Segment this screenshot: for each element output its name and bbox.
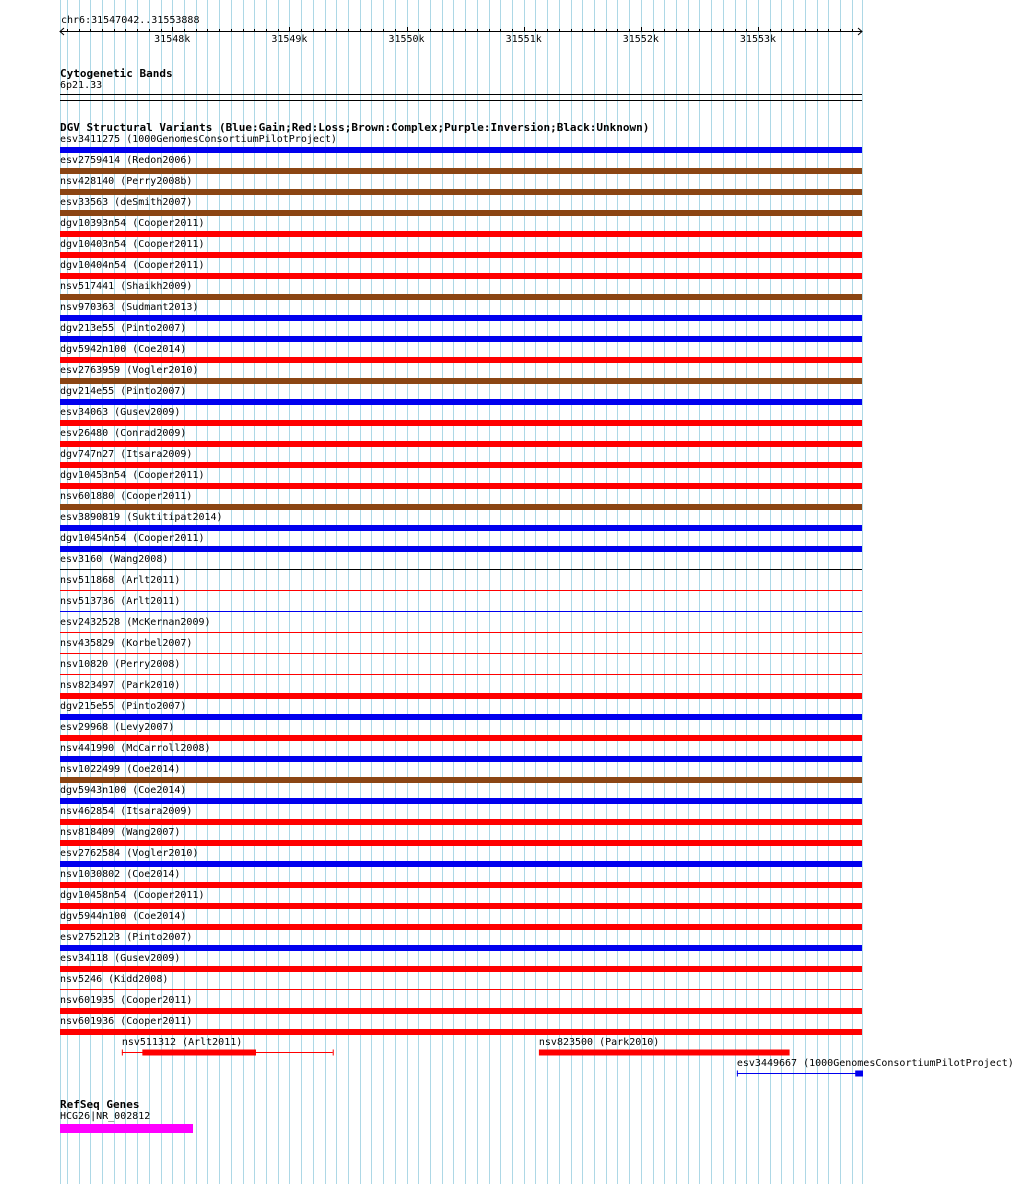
dgv-feature-glyph[interactable] <box>60 1008 862 1014</box>
dgv-feature-glyph[interactable] <box>60 147 862 153</box>
dgv-feature-label[interactable]: esv3890819 (Suktitipat2014) <box>60 512 223 523</box>
feature-thick-segment <box>855 1071 862 1077</box>
dgv-feature-glyph[interactable] <box>60 632 862 633</box>
dgv-feature-glyph[interactable] <box>60 611 862 612</box>
dgv-feature-glyph[interactable] <box>60 273 862 279</box>
dgv-feature-glyph[interactable] <box>60 231 862 237</box>
dgv-feature-label[interactable]: dgv747n27 (Itsara2009) <box>60 449 193 460</box>
dgv-feature-label[interactable]: esv3411275 (1000GenomesConsortiumPilotProject) <box>60 134 337 145</box>
dgv-feature-label[interactable]: nsv428140 (Perry2008b) <box>60 176 193 187</box>
dgv-feature-glyph[interactable] <box>60 903 862 909</box>
dgv-feature-glyph[interactable] <box>60 674 862 675</box>
track-title-refseq-genes[interactable]: RefSeq Genes <box>60 1098 140 1111</box>
dgv-feature-label[interactable]: dgv10453n54 (Cooper2011) <box>60 470 205 481</box>
dgv-feature-label[interactable]: nsv823497 (Park2010) <box>60 680 181 691</box>
dgv-feature-label[interactable]: nsv1022499 (Coe2014) <box>60 764 181 775</box>
feature-thick-segment <box>539 1050 790 1056</box>
dgv-feature-glyph[interactable] <box>60 168 862 174</box>
dgv-feature-label[interactable]: esv2432528 (McKernan2009) <box>60 617 211 628</box>
dgv-feature-glyph[interactable] <box>60 989 862 990</box>
dgv-feature-label[interactable]: nsv435829 (Korbel2007) <box>60 638 193 649</box>
dgv-feature-label[interactable]: esv2759414 (Redon2006) <box>60 155 193 166</box>
dgv-feature-label[interactable]: dgv10458n54 (Cooper2011) <box>60 890 205 901</box>
dgv-feature-label[interactable]: esv26480 (Conrad2009) <box>60 428 187 439</box>
ruler-tick-label: 31551k <box>505 34 542 45</box>
dgv-feature-glyph[interactable] <box>60 840 862 846</box>
dgv-feature-glyph[interactable] <box>60 819 862 825</box>
dgv-feature-label[interactable]: dgv215e55 (Pinto2007) <box>60 701 187 712</box>
dgv-feature-glyph[interactable] <box>60 210 862 216</box>
dgv-feature-label[interactable]: nsv601935 (Cooper2011) <box>60 995 193 1006</box>
dgv-feature-glyph[interactable] <box>60 966 862 972</box>
dgv-feature-label[interactable]: nsv601880 (Cooper2011) <box>60 491 193 502</box>
dgv-feature-label[interactable]: nsv517441 (Shaikh2009) <box>60 281 193 292</box>
dgv-feature-label[interactable]: dgv5942n100 (Coe2014) <box>60 344 187 355</box>
dgv-feature-glyph[interactable] <box>60 483 862 489</box>
dgv-feature-glyph[interactable] <box>60 357 862 363</box>
refseq-gene-label[interactable]: HCG26|NR_002812 <box>60 1111 151 1122</box>
dgv-feature-label[interactable]: dgv5944n100 (Coe2014) <box>60 911 187 922</box>
dgv-feature-label[interactable]: nsv511868 (Arlt2011) <box>60 575 181 586</box>
dgv-feature-glyph[interactable] <box>60 653 862 654</box>
track-divider <box>60 100 862 101</box>
refseq-gene-glyph[interactable] <box>60 1124 193 1133</box>
dgv-feature-label[interactable]: dgv10404n54 (Cooper2011) <box>60 260 205 271</box>
dgv-feature-glyph[interactable] <box>60 336 862 342</box>
dgv-feature-label[interactable]: nsv5246 (Kidd2008) <box>60 974 169 985</box>
dgv-feature-label[interactable]: esv33563 (deSmith2007) <box>60 197 193 208</box>
dgv-feature-label[interactable]: nsv511312 (Arlt2011) <box>121 1037 243 1048</box>
dgv-feature-label[interactable]: dgv10393n54 (Cooper2011) <box>60 218 205 229</box>
track-title-dgv-structural-variants[interactable]: DGV Structural Variants (Blue:Gain;Red:Loss;Brown:Complex;Purple:Inversion;Black:Unknown) <box>60 121 650 134</box>
dgv-feature-label[interactable]: nsv823500 (Park2010) <box>538 1037 660 1048</box>
dgv-feature-glyph[interactable] <box>60 1029 862 1035</box>
ruler-tick-label: 31549k <box>271 34 308 45</box>
dgv-feature-label[interactable]: esv3449667 (1000GenomesConsortiumPilotProject) <box>736 1058 1014 1069</box>
dgv-feature-label[interactable]: nsv462854 (Itsara2009) <box>60 806 193 817</box>
dgv-feature-glyph[interactable] <box>60 945 862 951</box>
dgv-feature-glyph[interactable] <box>60 399 862 405</box>
dgv-feature-label[interactable]: esv34063 (Gusev2009) <box>60 407 181 418</box>
dgv-feature-glyph[interactable] <box>60 590 862 591</box>
dgv-feature-label[interactable]: dgv10454n54 (Cooper2011) <box>60 533 205 544</box>
dgv-feature-label[interactable]: nsv970363 (Sudmant2013) <box>60 302 199 313</box>
dgv-feature-label[interactable]: dgv5943n100 (Coe2014) <box>60 785 187 796</box>
cytoband-label: 6p21.33 <box>60 80 103 91</box>
dgv-feature-glyph[interactable] <box>60 315 862 321</box>
dgv-feature-label[interactable]: nsv601936 (Cooper2011) <box>60 1016 193 1027</box>
ruler-tick-label: 31553k <box>739 34 777 45</box>
dgv-feature-glyph[interactable] <box>60 252 862 258</box>
dgv-feature-label[interactable]: esv34118 (Gusev2009) <box>60 953 181 964</box>
dgv-feature-label[interactable]: nsv1030802 (Coe2014) <box>60 869 181 880</box>
dgv-feature-glyph[interactable] <box>60 735 862 741</box>
locus-label: chr6:31547042..31553888 <box>61 15 200 26</box>
dgv-feature-glyph[interactable] <box>60 441 862 447</box>
dgv-feature-glyph[interactable] <box>60 882 862 888</box>
cytoband-bar[interactable] <box>60 94 862 95</box>
dgv-feature-glyph[interactable] <box>60 420 862 426</box>
dgv-feature-glyph[interactable] <box>60 525 862 531</box>
track-title-cytogenetic-bands[interactable]: Cytogenetic Bands <box>60 67 173 80</box>
dgv-feature-glyph[interactable] <box>60 294 862 300</box>
ruler-tick-label: 31550k <box>388 34 425 45</box>
dgv-feature-label[interactable]: nsv818409 (Wang2007) <box>60 827 181 838</box>
dgv-feature-glyph[interactable] <box>60 924 862 930</box>
dgv-feature-glyph[interactable] <box>60 861 862 867</box>
dgv-feature-glyph[interactable] <box>60 504 862 510</box>
dgv-feature-label[interactable]: dgv10403n54 (Cooper2011) <box>60 239 205 250</box>
dgv-feature-glyph[interactable] <box>60 693 862 699</box>
dgv-feature-label[interactable]: dgv214e55 (Pinto2007) <box>60 386 187 397</box>
dgv-feature-label[interactable]: nsv10820 (Perry2008) <box>60 659 181 670</box>
dgv-feature-glyph[interactable] <box>60 189 862 195</box>
dgv-feature-glyph[interactable] <box>0 1048 890 1058</box>
dgv-feature-glyph[interactable] <box>60 546 862 552</box>
dgv-feature-glyph[interactable] <box>60 378 862 384</box>
ruler-tick-label: 31548k <box>154 34 191 45</box>
dgv-feature-glyph[interactable] <box>60 569 862 570</box>
ruler-tick-label: 31552k <box>622 34 659 45</box>
dgv-feature-label[interactable]: esv2763959 (Vogler2010) <box>60 365 199 376</box>
dgv-feature-label[interactable]: esv2752123 (Pinto2007) <box>60 932 193 943</box>
dgv-feature-glyph[interactable] <box>60 777 862 783</box>
dgv-feature-label[interactable]: esv3160 (Wang2008) <box>60 554 169 565</box>
dgv-feature-label[interactable]: esv2762584 (Vogler2010) <box>60 848 199 859</box>
dgv-feature-glyph[interactable] <box>60 714 862 720</box>
dgv-feature-glyph[interactable] <box>60 798 862 804</box>
dgv-feature-label[interactable]: dgv213e55 (Pinto2007) <box>60 323 187 334</box>
dgv-feature-label[interactable]: nsv441990 (McCarroll2008) <box>60 743 211 754</box>
dgv-feature-glyph[interactable] <box>0 1069 890 1079</box>
dgv-feature-glyph[interactable] <box>60 756 862 762</box>
dgv-feature-glyph[interactable] <box>60 462 862 468</box>
dgv-feature-label[interactable]: esv29968 (Levy2007) <box>60 722 175 733</box>
dgv-feature-label[interactable]: nsv513736 (Arlt2011) <box>60 596 181 607</box>
